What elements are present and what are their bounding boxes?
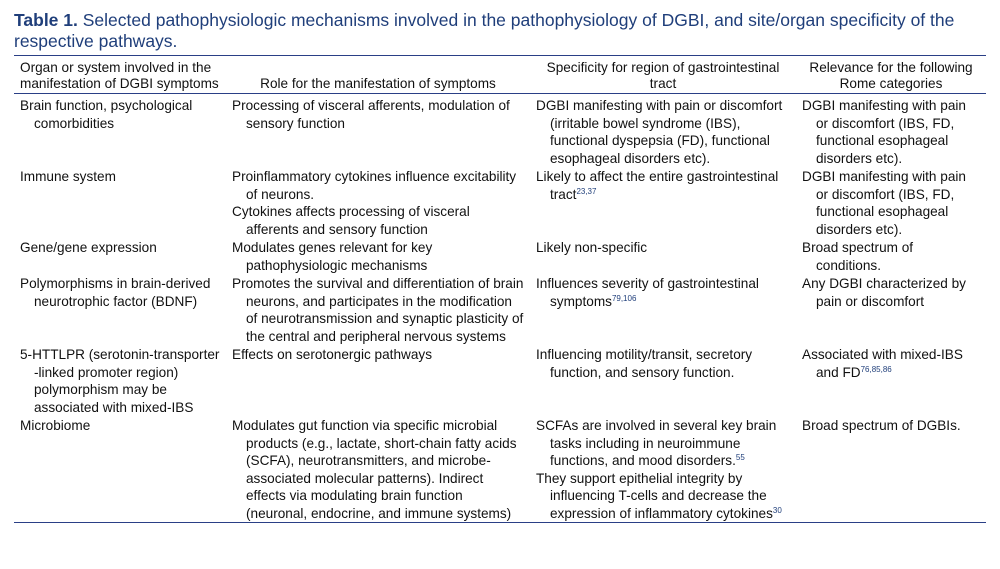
cell-role bbox=[226, 274, 530, 345]
relevance-paragraph bbox=[802, 346, 980, 381]
cell-organ bbox=[14, 238, 226, 274]
relevance-paragraph bbox=[802, 168, 980, 238]
specificity-text: SCFAs are involved in several key brain tasks including in neuroimmune functions, and mood disorders. bbox=[536, 418, 777, 468]
specificity-paragraph bbox=[536, 168, 790, 203]
cell-specificity bbox=[530, 345, 796, 416]
role-text: Proinflammatory cytokines influence excitability of neurons. bbox=[232, 169, 517, 202]
cell-organ bbox=[14, 274, 226, 345]
cell-role bbox=[226, 416, 530, 523]
relevance-text: Associated with mixed-IBS and FD bbox=[802, 347, 963, 380]
table-row bbox=[14, 94, 986, 168]
caption-label: Table 1. bbox=[14, 10, 78, 30]
cell-specificity bbox=[530, 238, 796, 274]
specificity-text: Likely to affect the entire gastrointestinal tract bbox=[536, 169, 779, 202]
cell-role bbox=[226, 167, 530, 238]
cell-relevance bbox=[796, 345, 986, 416]
cell-specificity bbox=[530, 416, 796, 523]
organ-text: Brain function, psychological comorbidities bbox=[20, 98, 193, 131]
reference-superscript: 76,85,86 bbox=[860, 364, 892, 374]
specificity-paragraph bbox=[536, 97, 790, 167]
organ-text: Gene/gene expression bbox=[20, 240, 157, 255]
cell-role bbox=[226, 94, 530, 168]
cell-relevance bbox=[796, 94, 986, 168]
relevance-paragraph bbox=[802, 239, 980, 274]
specificity-text: DGBI manifesting with pain or discomfort (irritable bowel syndrome (IBS), functional dyspepsia (FD), functional esophageal disorders etc). bbox=[536, 98, 783, 166]
cell-organ bbox=[14, 345, 226, 416]
reference-superscript: 30 bbox=[772, 505, 782, 515]
cell-specificity bbox=[530, 274, 796, 345]
header-row bbox=[14, 56, 986, 94]
relevance-text: Broad spectrum of DGBIs. bbox=[802, 418, 961, 433]
role-text: Modulates genes relevant for key pathophysiologic mechanisms bbox=[232, 240, 433, 273]
specificity-text: Likely non-specific bbox=[536, 240, 648, 255]
relevance-paragraph bbox=[802, 275, 980, 310]
cell-role bbox=[226, 345, 530, 416]
relevance-text: Broad spectrum of conditions. bbox=[802, 240, 914, 273]
mechanisms-table bbox=[14, 55, 986, 523]
relevance-text: Any DGBI characterized by pain or discomfort bbox=[802, 276, 966, 309]
organ-text: 5-HTTLPR (serotonin-transporter -linked promoter region) polymorphism may be associated with mixed-IBS bbox=[20, 347, 220, 415]
specificity-text: Influences severity of gastrointestinal symptoms bbox=[536, 276, 759, 309]
role-text: Effects on serotonergic pathways bbox=[232, 347, 432, 362]
cell-organ bbox=[14, 167, 226, 238]
cell-organ bbox=[14, 416, 226, 523]
organ-text: Immune system bbox=[20, 169, 116, 184]
cell-specificity bbox=[530, 94, 796, 168]
cell-relevance bbox=[796, 416, 986, 523]
specificity-paragraph bbox=[536, 239, 790, 257]
table-row bbox=[14, 416, 986, 523]
reference-superscript: 23,37 bbox=[576, 186, 597, 196]
header-relevance: Relevance for the following Rome categories bbox=[796, 56, 986, 94]
relevance-text: DGBI manifesting with pain or discomfort (IBS, FD, functional esophageal disorders etc). bbox=[802, 169, 966, 237]
cell-role bbox=[226, 238, 530, 274]
specificity-paragraph bbox=[536, 275, 790, 310]
table-caption bbox=[14, 10, 986, 52]
role-text: Promotes the survival and differentiation of brain neurons, and participates in the modification of neurotransmission and synaptic plasticity of the central and peripheral nervous systems bbox=[232, 276, 524, 344]
cell-relevance bbox=[796, 274, 986, 345]
table-row bbox=[14, 167, 986, 238]
specificity-paragraph bbox=[536, 417, 790, 470]
table-row bbox=[14, 238, 986, 274]
relevance-text: DGBI manifesting with pain or discomfort (IBS, FD, functional esophageal disorders etc). bbox=[802, 98, 966, 166]
header-organ: Organ or system involved in the manifestation of DGBI symptoms bbox=[14, 56, 226, 94]
cell-relevance bbox=[796, 238, 986, 274]
role-text: Modulates gut function via specific microbial products (e.g., lactate, short-chain fatty acids (SCFA), neurotransmitters, and microbe-associated molecular patterns). Indirect effects via modulating brain function (neuronal, endocrine, and immune systems) bbox=[232, 418, 517, 521]
cell-organ bbox=[14, 94, 226, 168]
role-text: Cytokines affects processing of visceral afferents and sensory function bbox=[232, 204, 470, 237]
caption-text: Selected pathophysiologic mechanisms involved in the pathophysiology of DGBI, and site/organ specificity of the respective pathways. bbox=[14, 10, 955, 51]
table-row bbox=[14, 345, 986, 416]
table-row bbox=[14, 274, 986, 345]
reference-superscript: 79,106 bbox=[611, 293, 637, 303]
relevance-paragraph bbox=[802, 417, 980, 435]
role-text: Processing of visceral afferents, modulation of sensory function bbox=[232, 98, 510, 131]
table-body bbox=[14, 94, 986, 523]
cell-relevance bbox=[796, 167, 986, 238]
header-specificity: Specificity for region of gastrointestinal tract bbox=[530, 56, 796, 94]
specificity-paragraph bbox=[536, 346, 790, 381]
organ-text: Microbiome bbox=[20, 418, 91, 433]
specificity-text: They support epithelial integrity by influencing T-cells and decrease the expression of inflammatory cytokines bbox=[536, 470, 773, 521]
reference-superscript: 55 bbox=[735, 453, 745, 462]
relevance-paragraph bbox=[802, 97, 980, 167]
specificity-paragraph bbox=[536, 470, 790, 523]
specificity-text: Influencing motility/transit, secretory function, and sensory function. bbox=[536, 347, 753, 380]
cell-specificity bbox=[530, 167, 796, 238]
header-role: Role for the manifestation of symptoms bbox=[226, 56, 530, 94]
organ-text: Polymorphisms in brain-derived neurotrophic factor (BDNF) bbox=[20, 276, 211, 309]
